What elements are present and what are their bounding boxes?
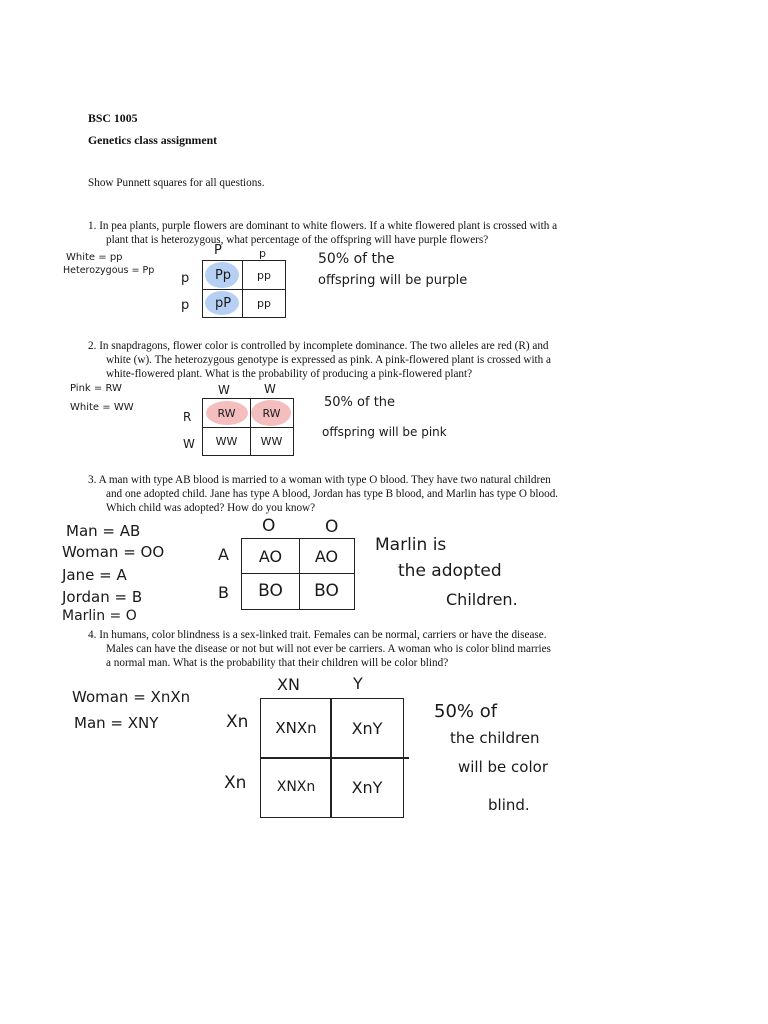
q1-answer-line2: offspring will be purple — [318, 273, 468, 288]
q1-cell-2: pp — [257, 268, 271, 282]
q3-cell-3: BO — [258, 581, 283, 601]
q2-answer-line1: 50% of the — [324, 395, 396, 410]
q2-top-allele-2: W — [264, 382, 276, 396]
q1-side-allele-2: p — [181, 298, 190, 313]
q4-cell-3: XNXn — [276, 779, 316, 795]
q3-punnett-square — [241, 538, 355, 610]
q3-note-jordan: Jordan = B — [62, 588, 143, 606]
q3-cell-2: AO — [314, 546, 339, 566]
q2-cell-2: RW — [262, 406, 281, 420]
q2-text-line3: white-flowered plant. What is the probability of producing a pink-flowered plant? — [106, 368, 473, 380]
q4-punnett-square — [260, 698, 404, 818]
q2-punnett-square — [202, 398, 294, 456]
q3-top-allele-1: O — [262, 516, 276, 536]
q3-note-jane: Jane = A — [62, 566, 127, 584]
q4-cell-2: XnY — [351, 718, 383, 738]
instructions: Show Punnett squares for all questions. — [88, 177, 265, 189]
q4-answer-line1: 50% of — [434, 701, 498, 722]
q1-text-line1: 1. In pea plants, purple flowers are dominant to white flowers. If a white flowered plant is crossed with a — [88, 220, 558, 232]
q3-top-allele-2: O — [325, 517, 339, 537]
q1-side-allele-1: p — [181, 271, 190, 286]
q2-side-allele-1: R — [183, 410, 192, 424]
q3-cell-4: BO — [314, 581, 339, 601]
q1-top-allele-2: p — [259, 247, 266, 260]
q3-side-allele-2: B — [218, 583, 229, 602]
q4-answer-line4: blind. — [488, 796, 530, 814]
q1-top-allele-1: P — [214, 243, 222, 258]
q3-answer-line2: the adopted — [398, 561, 502, 581]
q4-text-line3: a normal man. What is the probability that their children will be color blind? — [106, 657, 449, 669]
q4-answer-line3: will be color — [458, 758, 548, 776]
q3-note-marlin: Marlin = O — [62, 608, 137, 624]
q3-answer-line1: Marlin is — [375, 535, 447, 555]
q1-answer-line1: 50% of the — [318, 251, 395, 267]
q4-text-line2: Males can have the disease or not but will not ever be carriers. A woman who is color blind marries — [106, 643, 551, 655]
q2-answer-line2: offspring will be pink — [322, 425, 447, 439]
q1-cell-4: pp — [257, 296, 271, 310]
q2-text-line2: white (w). The heterozygous genotype is expressed as pink. A pink-flowered plant is crossed with a — [106, 354, 552, 366]
q3-side-allele-1: A — [218, 545, 229, 564]
q4-top-allele-2: Y — [353, 674, 363, 693]
q3-cell-1: AO — [258, 546, 283, 566]
q4-side-allele-1: Xn — [226, 712, 249, 732]
q2-note-white: White = WW — [70, 402, 134, 413]
q1-note-white: White = pp — [66, 252, 123, 263]
q2-cell-1: RW — [217, 406, 236, 420]
q3-note-man: Man = AB — [66, 522, 141, 540]
q1-punnett-square — [202, 260, 286, 318]
q2-side-allele-2: W — [183, 437, 195, 451]
q4-top-allele-1: XN — [277, 675, 300, 694]
course-code: BSC 1005 — [88, 111, 138, 125]
q4-cell-1: XNXn — [275, 719, 317, 737]
q2-cell-4: WW — [260, 434, 283, 448]
q3-text-line2: and one adopted child. Jane has type A blood, Jordan has type B blood, and Marlin has type O blood. — [106, 488, 559, 500]
q1-text-line2: plant that is heterozygous, what percentage of the offspring will have purple flowers? — [106, 234, 489, 246]
q2-cell-3: WW — [215, 434, 238, 448]
q2-text-line1: 2. In snapdragons, flower color is controlled by incomplete dominance. The two alleles are red (R) and — [88, 340, 549, 352]
q3-note-woman: Woman = OO — [62, 543, 165, 561]
q2-note-pink: Pink = RW — [70, 383, 122, 394]
q4-text-line1: 4. In humans, color blindness is a sex-linked trait. Females can be normal, carriers or have the disease. — [88, 629, 547, 641]
q3-answer-line3: Children. — [446, 590, 518, 609]
q4-cell-4: XnY — [351, 777, 383, 797]
q4-note-man: Man = XNY — [74, 714, 159, 732]
q1-cell-1: Pp — [214, 267, 232, 283]
q3-text-line3: Which child was adopted? How do you know? — [106, 502, 316, 514]
q2-top-allele-1: W — [218, 383, 230, 397]
q4-note-woman: Woman = XnXn — [72, 688, 191, 706]
q1-note-heterozygous: Heterozygous = Pp — [63, 265, 155, 276]
q4-answer-line2: the children — [450, 729, 540, 747]
q1-cell-3: pP — [214, 295, 232, 311]
q3-text-line1: 3. A man with type AB blood is married to a woman with type O blood. They have two natural children — [88, 474, 551, 486]
q4-side-allele-2: Xn — [224, 773, 247, 793]
assignment-title: Genetics class assignment — [88, 133, 218, 147]
